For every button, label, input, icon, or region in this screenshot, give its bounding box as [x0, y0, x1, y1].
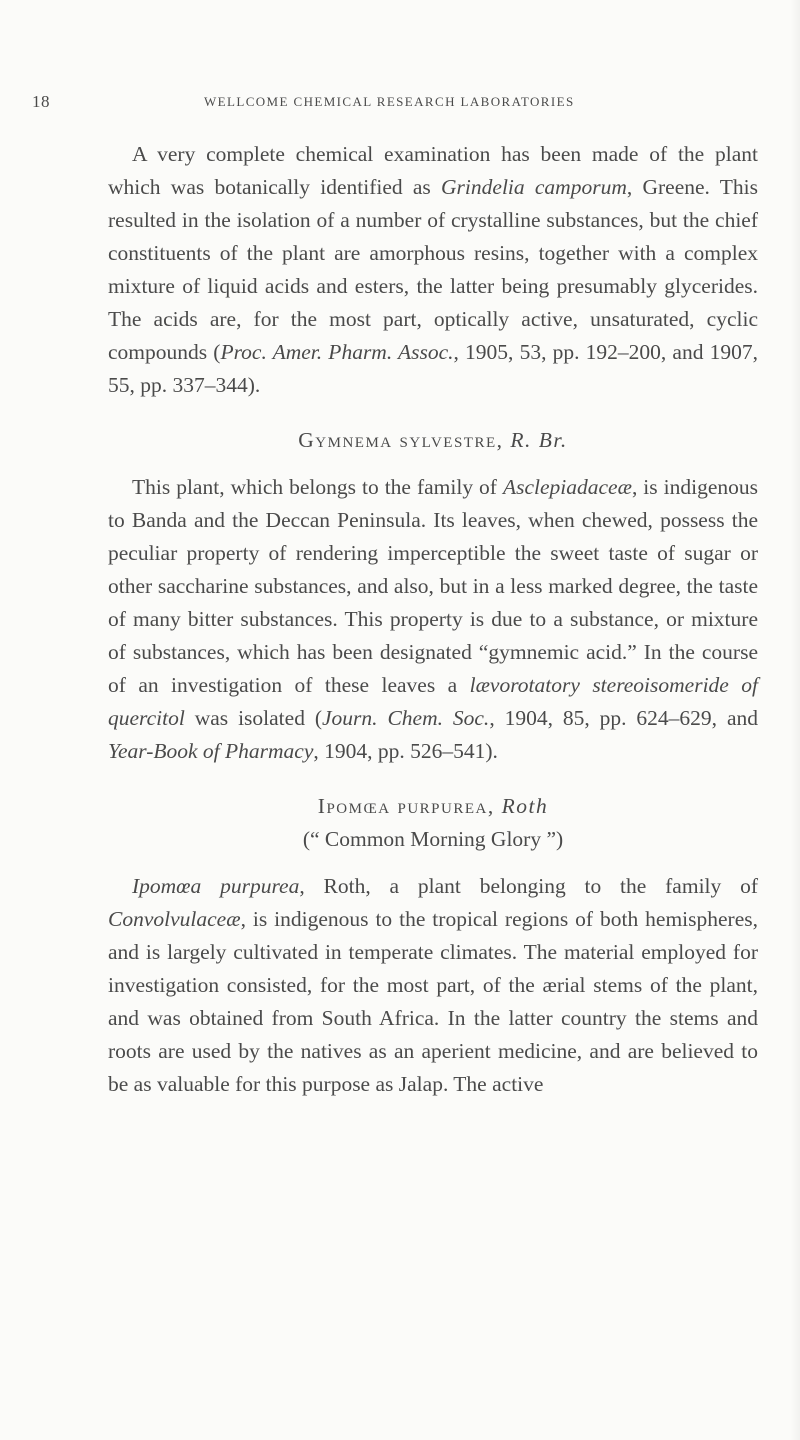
family-name-asclepiadaceae: Asclepiadaceæ: [502, 475, 632, 499]
common-name-subheading: (“ Common Morning Glory ”): [302, 827, 564, 851]
body-text: [108, 138, 758, 1101]
text-span: , 1904, 85, pp. 624–629, and: [489, 706, 758, 730]
heading-author: R. Br.: [510, 428, 568, 452]
text-span: , Roth, a plant belonging to the family of: [299, 874, 758, 898]
page-number: 18: [32, 92, 50, 111]
compound-name: lævorotatory stereoisomeride of quercitol: [108, 673, 759, 730]
journal-reference: Proc. Amer. Pharm. Assoc.: [220, 340, 454, 364]
text-span: , Greene. This resulted in the isolation of a number of crystalline substances, but the chief constituents of the plant are amorphous resins, together with a complex mixture of liquid acids and esters, the latter being presumably glycerides. The acids are, for the most part, optically active, unsaturated, cyclic compounds (: [108, 175, 758, 364]
page-edge-shadow: [790, 0, 800, 1440]
text-span: , 1905, 53, pp. 192–200, and 1907, 55, pp. 337–344).: [108, 340, 758, 397]
journal-reference: Year-Book of Pharmacy: [108, 739, 314, 763]
family-name-convolvulaceae: Convolvulaceæ: [108, 907, 241, 931]
running-head: [0, 92, 800, 116]
text-span: , is indigenous to Banda and the Deccan Peninsula. Its leaves, when chewed, possess the peculiar property of rendering imperceptible the sweet taste of sugar or other saccharine substances, and also, but in a less marked degree, the taste of many bitter substances. This property is due to a substance, or mixture of substances, which has been designated “gymnemic acid.” In the course of an investigation of these leaves a: [108, 475, 758, 697]
section-heading-gymnema: [108, 424, 758, 457]
heading-species: Ipomœa purpurea,: [317, 794, 495, 818]
paragraph-gymnema: [108, 471, 758, 768]
text-span: was isolated (: [184, 706, 323, 730]
text-span: This plant, which belongs to the family of: [132, 475, 503, 499]
text-span: A very complete chemical examination has been made of the plant which was botanically identified as: [108, 142, 758, 199]
species-name-ipomoea: Ipomœa purpurea: [132, 874, 300, 898]
section-heading-ipomoea: [108, 790, 758, 823]
text-span: , 1904, pp. 526–541).: [313, 739, 498, 763]
paragraph-ipomoea: [108, 870, 758, 1101]
journal-reference: Journ. Chem. Soc.: [322, 706, 490, 730]
text-span: , is indigenous to the tropical regions of both hemispheres, and is largely cultivated in temperate climates. The material employed for investigation consisted, for the most part, of the ærial stems of the plant, and was obtained from South Africa. In the latter country the stems and roots are used by the natives as an aperient medicine, and are believed to be as valuable for this purpose as Jalap. The active: [108, 907, 758, 1096]
running-title: WELLCOME CHEMICAL RESEARCH LABORATORIES: [204, 94, 575, 109]
heading-species: Gymnema sylvestre,: [298, 428, 504, 452]
heading-author: Roth: [501, 794, 549, 818]
paragraph-grindelia: [108, 138, 758, 402]
species-name-grindelia: Grindelia camporum: [441, 175, 627, 199]
